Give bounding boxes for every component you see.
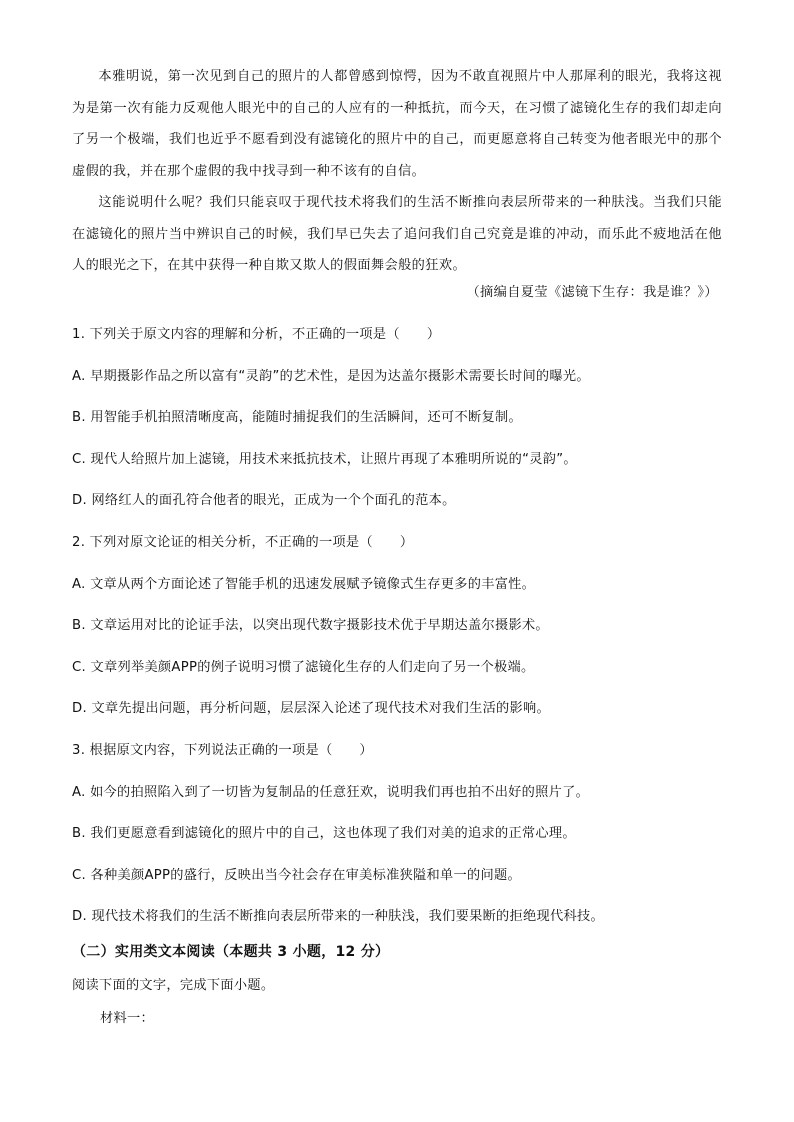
material-1-label: 材料一： (100, 1011, 154, 1026)
question-2-option-c: C. 文章列举美颜APP的例子说明习惯了滤镜化生存的人们走向了另一个极端。 (72, 660, 535, 675)
passage-paragraph-2-text: 这能说明什么呢？我们只能哀叹于现代技术将我们的生活不断推向表层所带来的一种肤浅。当我们只能在滤镜化的照片当中辨识自己的时候，我们早已失去了追问我们自己究竟是谁的冲动，而乐此不疲地活在他人的眼光之下，在其中获得一种自欺又欺人的假面舞会般的狂欢。 (72, 195, 722, 273)
question-3-option-b: B. 我们更愿意看到滤镜化的照片中的自己，这也体现了我们对美的追求的正常心理。 (72, 826, 576, 841)
question-3-option-c: C. 各种美颜APP的盛行，反映出当今社会存在审美标准狭隘和单一的问题。 (72, 868, 521, 883)
question-3-stem: 3. 根据原文内容，下列说法正确的一项是（ ） (72, 743, 373, 758)
section-2-heading: （二）实用类文本阅读（本题共 3 小题，12 分） (72, 944, 390, 960)
passage-source: （摘编自夏莹《滤镜下生存：我是谁？》） (466, 285, 718, 300)
question-3-option-d: D. 现代技术将我们的生活不断推向表层所带来的一种肤浅，我们要果断的拒绝现代科技。 (72, 909, 604, 924)
question-2-option-d: D. 文章先提出问题，再分析问题，层层深入论述了现代技术对我们生活的影响。 (72, 701, 551, 716)
question-1-option-a: A. 早期摄影作品之所以富有“灵韵”的艺术性，是因为达盖尔摄影术需要长时间的曝光。 (72, 369, 590, 384)
question-3-option-a: A. 如今的拍照陷入到了一切皆为复制品的任意狂欢，说明我们再也拍不出好的照片了。 (72, 785, 590, 800)
passage-paragraph-1-text: 本雅明说，第一次见到自己的照片的人都曾感到惊愕，因为不敢直视照片中人那犀利的眼光，我将这视为是第一次有能力反观他人眼光中的自己的人应有的一种抵抗，而今天，在习惯了滤镜化生存的我们却走向了另一个极端，我们也近乎不愿看到没有滤镜化的照片中的自己，而更愿意将自己转变为他者眼光中的那个虚假的我，并在那个虚假的我中找寻到一种不该有的自信。 (72, 69, 722, 179)
question-1-stem: 1. 下列关于原文内容的理解和分析，不正确的一项是（ ） (72, 327, 441, 342)
section-2-instruction: 阅读下面的文字，完成下面小题。 (72, 978, 275, 993)
passage-paragraph-2 (72, 187, 722, 282)
passage-paragraph-1 (72, 61, 722, 187)
question-2-option-a: A. 文章从两个方面论述了智能手机的迅速发展赋予镜像式生存更多的丰富性。 (72, 577, 536, 592)
question-1-option-d: D. 网络红人的面孔符合他者的眼光，正成为一个个面孔的范本。 (72, 493, 456, 508)
question-2-option-b: B. 文章运用对比的论证手法，以突出现代数字摄影技术优于早期达盖尔摄影术。 (72, 618, 549, 633)
question-2-stem: 2. 下列对原文论证的相关分析，不正确的一项是（ ） (72, 535, 414, 550)
question-1-option-b: B. 用智能手机拍照清晰度高，能随时捕捉我们的生活瞬间，还可不断复制。 (72, 410, 522, 425)
question-1-option-c: C. 现代人给照片加上滤镜，用技术来抵抗技术，让照片再现了本雅明所说的“灵韵”。 (72, 452, 577, 467)
